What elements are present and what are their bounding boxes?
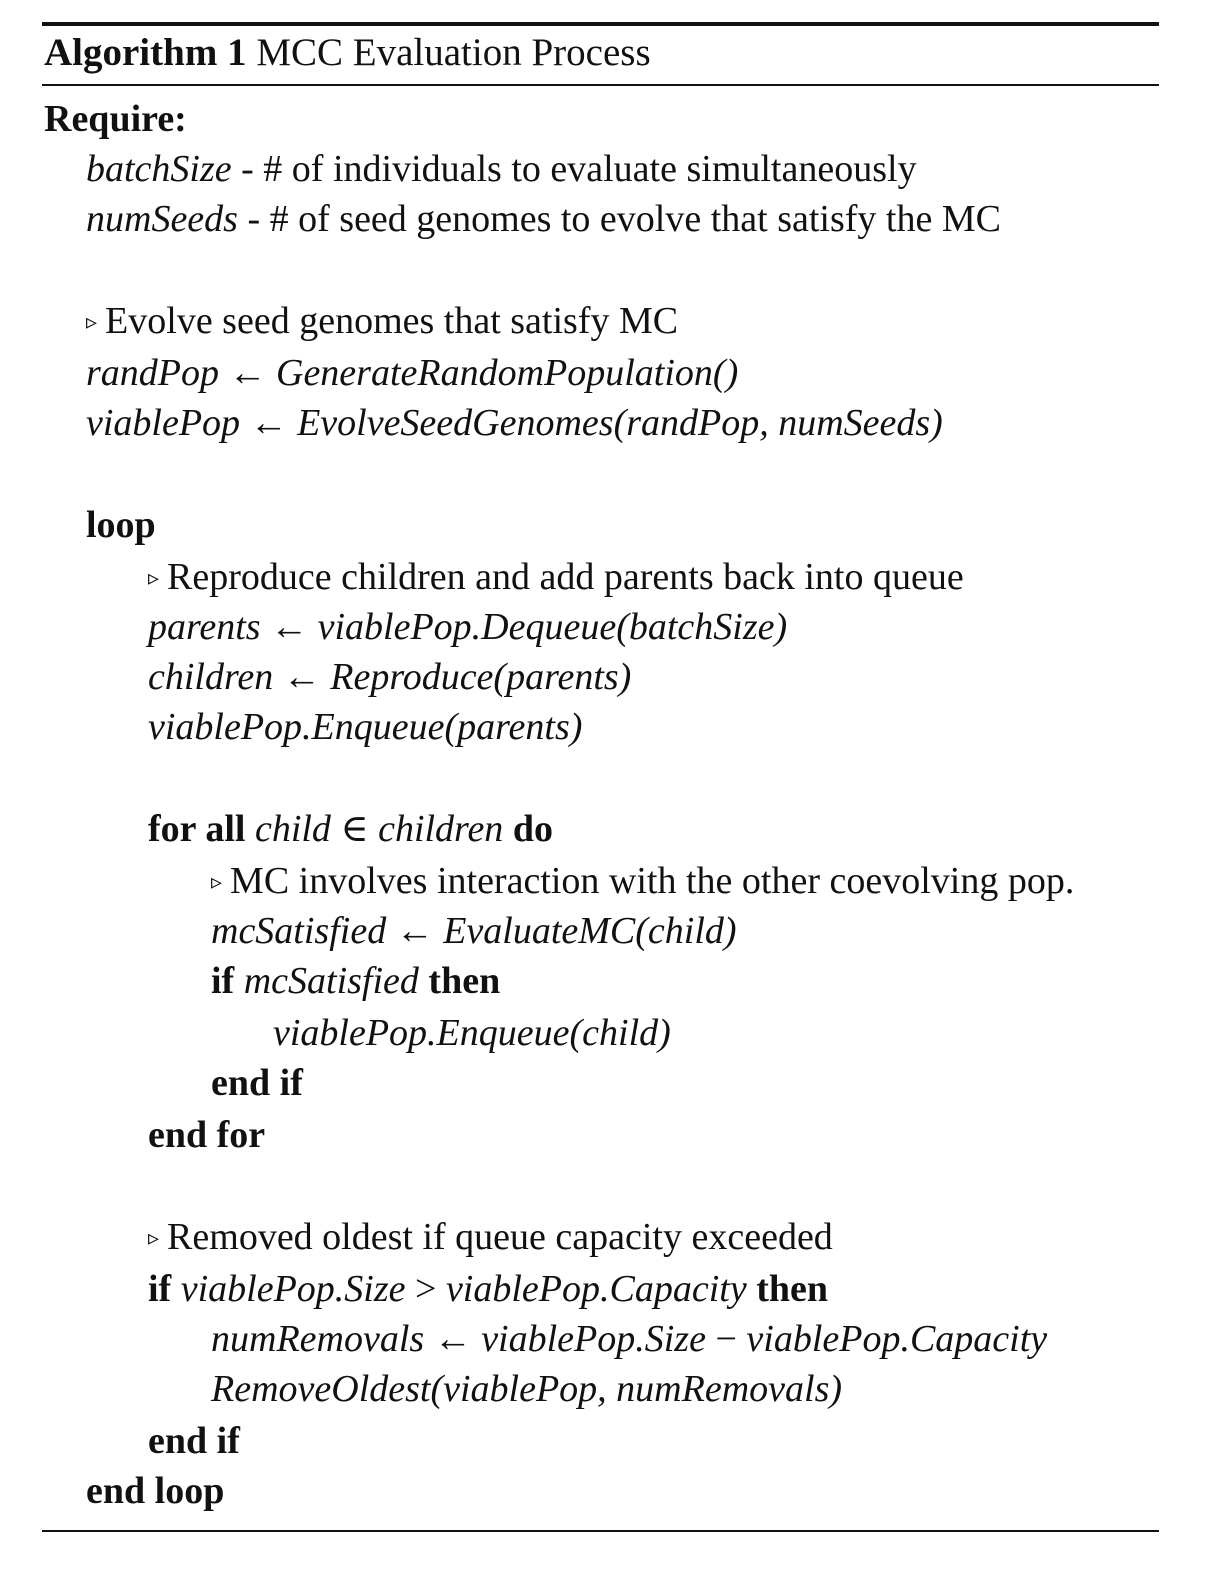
keyword-end-loop: end loop xyxy=(86,1470,225,1512)
keyword-do: do xyxy=(512,808,553,850)
statement-mcsatisfied xyxy=(211,906,737,956)
if-capacity-header xyxy=(148,1264,828,1314)
element-of-symbol: ∈ xyxy=(340,808,369,850)
loop-var: child xyxy=(254,808,331,850)
condition-rhs: viablePop.Capacity xyxy=(445,1268,747,1310)
rhs-expr: EvaluateMC(child) xyxy=(443,910,737,952)
keyword-for-all: for all xyxy=(148,808,246,850)
param-desc: - # of seed genomes to evolve that satisfy the MC xyxy=(247,198,1001,240)
param-name: numSeeds xyxy=(86,198,238,240)
keyword-end-if: end if xyxy=(148,1420,240,1462)
param-name: batchSize xyxy=(86,148,232,190)
bottom-rule xyxy=(42,1530,1159,1532)
keyword-if: if xyxy=(148,1268,172,1310)
keyword-end-for: end for xyxy=(148,1114,266,1156)
statement-numremovals xyxy=(211,1314,1047,1364)
lhs-var: parents xyxy=(148,606,261,648)
rhs-expr: viablePop.Dequeue(batchSize) xyxy=(317,606,788,648)
assign-arrow: ← xyxy=(249,402,288,444)
assign-arrow: ← xyxy=(270,606,309,648)
require-param-numseeds xyxy=(86,194,1001,244)
top-rule xyxy=(42,22,1159,26)
keyword-then: then xyxy=(428,960,501,1002)
keyword-if: if xyxy=(211,960,235,1002)
rhs-expr: GenerateRandomPopulation() xyxy=(276,352,739,394)
algorithm-label: Algorithm 1 xyxy=(44,31,247,74)
statement-children xyxy=(148,652,631,702)
assign-arrow: ← xyxy=(282,656,321,698)
for-all-header xyxy=(148,804,553,854)
lhs-var: numRemovals xyxy=(211,1318,425,1360)
statement-parents xyxy=(148,602,787,652)
greater-than-symbol: > xyxy=(415,1268,437,1310)
comment-triangle-icon: ▹ xyxy=(148,565,160,590)
rhs-term-a: viablePop.Size xyxy=(481,1318,706,1360)
rhs-expr: EvolveSeedGenomes(randPop, numSeeds) xyxy=(297,402,943,444)
assign-arrow: ← xyxy=(395,910,434,952)
condition-lhs: viablePop.Size xyxy=(180,1268,406,1310)
lhs-var: viablePop xyxy=(86,402,241,444)
assign-arrow: ← xyxy=(228,352,267,394)
statement-remove-oldest: RemoveOldest(viablePop, numRemovals) xyxy=(211,1368,843,1410)
assign-arrow: ← xyxy=(433,1318,472,1360)
param-desc: - # of individuals to evaluate simultaneously xyxy=(241,148,917,190)
comment-triangle-icon: ▹ xyxy=(148,1225,160,1250)
statement-enqueue-child: viablePop.Enqueue(child) xyxy=(273,1012,671,1054)
rhs-term-b: viablePop.Capacity xyxy=(746,1318,1048,1360)
lhs-var: mcSatisfied xyxy=(211,910,387,952)
if-condition: mcSatisfied xyxy=(243,960,419,1002)
comment-text: Evolve seed genomes that satisfy MC xyxy=(105,300,679,342)
comment-text: MC involves interaction with the other coevolving pop. xyxy=(230,860,1075,902)
statement-viablepop xyxy=(86,398,943,448)
comment-init xyxy=(86,296,678,347)
comment-text: Reproduce children and add parents back into queue xyxy=(167,556,964,598)
comment-text: Removed oldest if queue capacity exceeded xyxy=(167,1216,833,1258)
require-param-batchsize xyxy=(86,144,917,194)
loop-collection: children xyxy=(378,808,504,850)
statement-enqueue-parents: viablePop.Enqueue(parents) xyxy=(148,706,583,748)
comment-triangle-icon: ▹ xyxy=(211,869,223,894)
minus-symbol: − xyxy=(715,1318,737,1360)
if-header xyxy=(211,956,500,1006)
algorithm-caption xyxy=(44,28,651,78)
caption-rule xyxy=(42,84,1159,86)
comment-removal xyxy=(148,1212,833,1263)
lhs-var: randPop xyxy=(86,352,219,394)
require-heading: Require: xyxy=(44,98,187,140)
comment-reproduce xyxy=(148,552,964,603)
lhs-var: children xyxy=(148,656,274,698)
statement-randpop xyxy=(86,348,738,398)
comment-triangle-icon: ▹ xyxy=(86,309,98,334)
keyword-then: then xyxy=(756,1268,828,1310)
comment-mc xyxy=(211,856,1074,907)
algorithm-title: MCC Evaluation Process xyxy=(256,31,651,74)
keyword-loop: loop xyxy=(86,504,156,546)
keyword-end-if: end if xyxy=(211,1062,303,1104)
rhs-expr: Reproduce(parents) xyxy=(330,656,632,698)
